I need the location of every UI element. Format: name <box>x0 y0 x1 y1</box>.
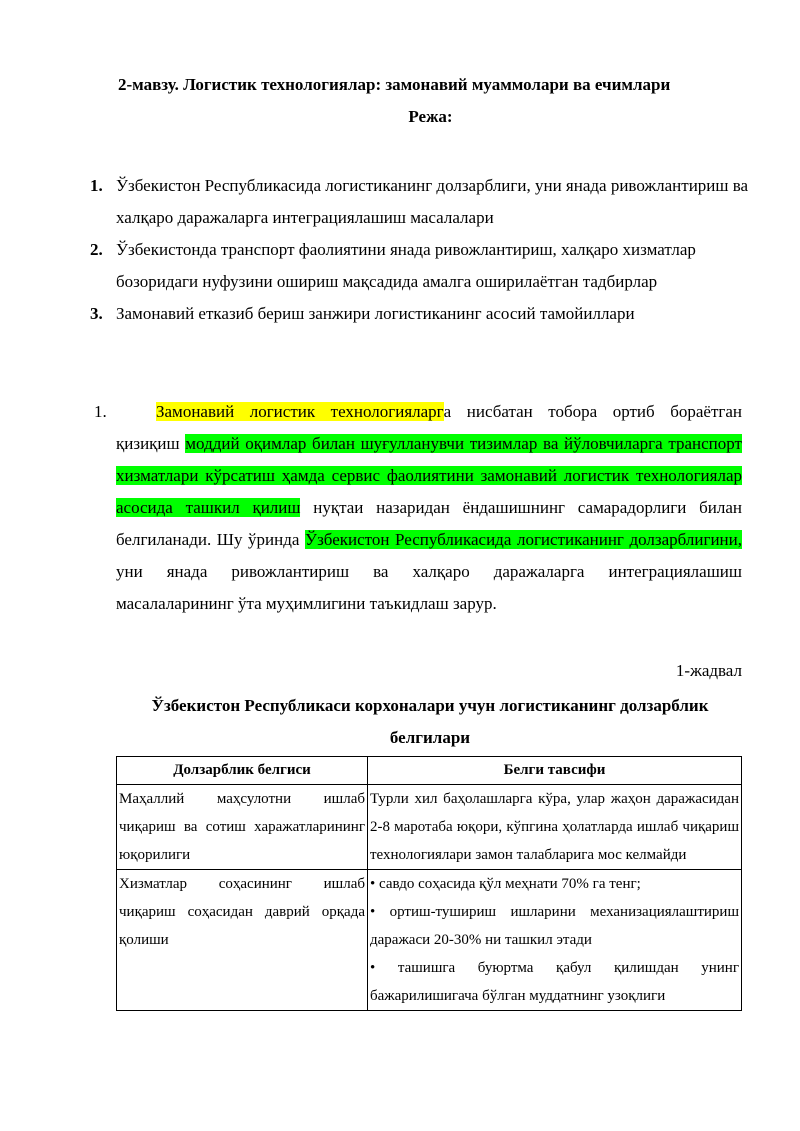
table-cell-desc <box>368 870 742 1011</box>
topic-title: 2-мавзу. Логистик технологиялар: замонавий муаммолари ва ечимлари <box>118 75 671 94</box>
table-title: Ўзбекистон Республикаси корхоналари учун логистиканинг долзарблик белгилари <box>151 696 709 747</box>
desc-line: • ортиш-тушириш ишларини механизациялаштириш даражаси 20-30% ни ташкил этади <box>370 904 739 948</box>
plan-item-text: Замонавий етказиб бериш занжири логистиканинг асосий тамойиллари <box>116 304 635 323</box>
highlight-green: Ўзбекистон Республикасида логистиканинг долзарблигини, <box>305 530 742 549</box>
highlight-yellow: Замонавий логистик технологияларг <box>156 402 444 421</box>
plan-item-number: 1. <box>90 176 103 195</box>
table-header-row <box>117 757 742 785</box>
desc-line: • ташишга буюртма қабул қилишдан унинг бажарилишигача бўлган муддатнинг узоқлиги <box>370 960 739 1004</box>
highlight-green: моддий оқимлар билан шуғулланувчи тизимлар ва йўловчиларга транспорт хизматлари кўрсатиш ҳамда сервис фаолиятини замонавий логистик технологиялар асосида ташкил қилиш <box>116 434 742 517</box>
paragraph-text: уни янада ривожлантириш ва халқаро даражаларга интеграциялашиш масалаларининг ўта муҳимлигини таъкидлаш зарур. <box>116 562 742 613</box>
relevance-table <box>116 756 742 1011</box>
plan-item <box>90 170 750 234</box>
plan-item <box>90 298 750 330</box>
table-number: 1-жадвал <box>675 661 742 680</box>
plan-item-number: 3. <box>90 304 103 323</box>
column-header: Белги тавсифи <box>368 757 742 785</box>
table-cell-sign: Хизматлар соҳасининг ишлаб чиқариш соҳасидан даврий орқада қолиши <box>117 870 368 1011</box>
table-cell-sign: Маҳаллий маҳсулотни ишлаб чиқариш ва сотиш харажатларининг юқорилиги <box>117 785 368 870</box>
desc-line: • савдо соҳасида қўл меҳнати 70% га тенг; <box>370 876 641 892</box>
plan-heading: Режа: <box>408 107 453 126</box>
table-row <box>117 870 742 1011</box>
body-paragraph <box>94 396 742 620</box>
plan-item-text: Ўзбекистон Республикасида логистиканинг долзарблиги, уни янада ривожлантириш ва халқаро даражаларга интеграциялашиш масалалари <box>116 176 749 227</box>
paragraph-text: нуқтаи назаридан ёндашишнинг самарадорлиги билан белгиланади. Шу ўринда <box>116 498 742 549</box>
column-header: Долзарблик белгиси <box>117 757 368 785</box>
plan-list <box>90 170 750 330</box>
paragraph-number: 1. <box>94 402 107 421</box>
paragraph-text: а нисбатан тобора ортиб бораётган қизиқиш <box>116 402 742 453</box>
table-cell-desc <box>368 785 742 870</box>
plan-item-text: Ўзбекистонда транспорт фаолиятини янада ривожлантириш, халқаро хизматлар бозоридаги нуфузини ошириш мақсадида амалга оширилаётган тадбирлар <box>116 240 696 291</box>
table-row <box>117 785 742 870</box>
plan-item <box>90 234 750 298</box>
plan-item-number: 2. <box>90 240 103 259</box>
desc-line: Турли хил баҳолашларга кўра, улар жаҳон даражасидан 2-8 маротаба юқори, кўпгина ҳолатларда ишлаб чиқариш технологиялари замон талабларига мос келмайди <box>370 791 739 863</box>
